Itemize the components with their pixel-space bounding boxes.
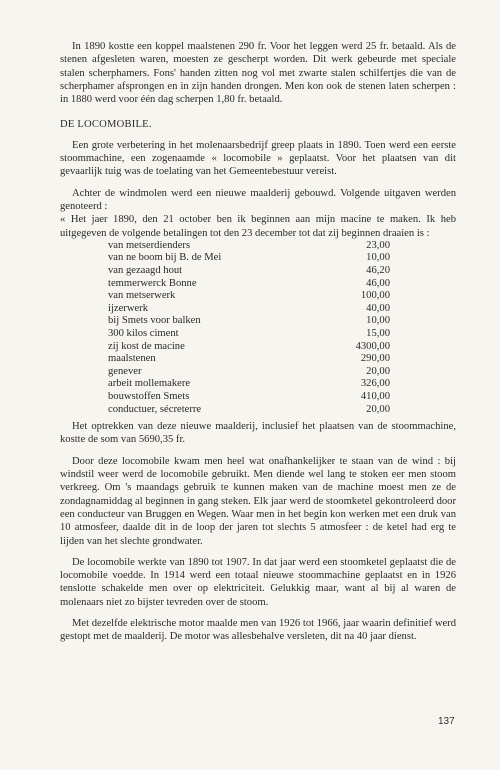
expense-amount: 20,00 [366, 403, 390, 415]
expense-amount: 46,00 [366, 277, 390, 289]
expense-item: temmerwerck Bonne [108, 277, 197, 289]
expense-row [60, 353, 390, 366]
expense-amount: 20,00 [366, 365, 390, 377]
steam-history-paragraph: De locomobile werkte van 1890 tot 1907. In dat jaar werd een stoomketel geplaatst die de locomobile voedde. In 1914 werd een totaal nieuwe stoommachine geplaatst en in 1926 tenslotte schakelde men over op elektriciteit. Gelukkig maar, want al bij al waren de molenaars niet zo bijster tevreden over de stoom. [60, 556, 456, 608]
expense-row [60, 378, 390, 391]
expense-amount: 100,00 [360, 290, 390, 302]
quote-paragraph: « Het jaer 1890, den 21 october ben ik beginnen aan mijn macine te maken. Ik heb uitgegeven de volgende betalingen tot den 23 december tot dat zij beginnen draaien is : [60, 214, 456, 239]
expense-item: van metserwerk [108, 290, 176, 302]
windmolen-paragraph: Achter de windmolen werd een nieuwe maalderij gebouwd. Volgende uitgaven werden genoteerd : [60, 187, 456, 212]
expense-amount: 15,00 [366, 328, 390, 340]
expense-row [60, 404, 390, 417]
expense-item: genever [108, 365, 142, 377]
expense-row [60, 290, 390, 303]
section-heading: DE LOCOMOBILE. [60, 119, 152, 131]
expense-item: zij kost de macine [108, 340, 185, 352]
expense-amount: 10,00 [366, 315, 390, 327]
expense-row [60, 315, 390, 328]
motor-paragraph: Met dezelfde elektrische motor maalde men van 1926 tot 1966, jaar waarin definitief werd gestopt met de maalderij. De motor was allesbehalve versleten, dit na 40 jaar dienst. [60, 618, 456, 643]
expense-item: ijzerwerk [108, 302, 148, 314]
expense-item: van gezaagd hout [108, 265, 183, 277]
wind-paragraph: Door deze locomobile kwam men heel wat onafhankelijker te staan van de wind : bij windstil weer werd de locomobile gebruikt. Men diende wel lang te stoken eer men stoom verkreeg. Om 's maandags gebruik te kunnen maken van de machine moest men ze de zondagnamiddag al beginnen in gang steken. Elk jaar werd de stoomketel gekontroleerd door een conducteur van Bruggen en Wegen. Waar men in het begin kon werken met een druk van 10 atmosfeer, daalde dit in de loop der jaren tot slechts 5 atmosfeer : de ketel had erg te lijden van het slechte grondwater. [60, 455, 456, 547]
expense-item: van metserdienders [108, 239, 191, 251]
expense-amount: 4300,00 [355, 340, 390, 352]
page-body [60, 40, 456, 644]
expense-item: bouwstoffen Smets [108, 390, 190, 402]
expense-item: arbeit mollemakere [108, 378, 191, 390]
expense-row [60, 278, 390, 291]
intro-paragraph: In 1890 kostte een koppel maalstenen 290 fr. Voor het leggen werd 25 fr. betaald. Als de stenen afgesleten waren, moesten ze gescherpt worden. Dit werk gebeurde met speciale stalen scherphamers. Fons' handen zitten nog vol met zwarte stalen schilfertjes die van de scherphamer afsprongen en in zijn handen drongen. Men kon ook de stenen laten scherpen : in 1880 werd voor één dag scherpen 1,80 fr. betaald. [60, 41, 456, 106]
expense-amount: 46,20 [366, 265, 390, 277]
expense-item: 300 kilos ciment [108, 328, 179, 340]
expense-row [60, 240, 390, 253]
expense-amount: 326,00 [360, 378, 390, 390]
expense-item: maalstenen [108, 353, 156, 365]
expenses-table [60, 240, 390, 416]
expense-row [60, 252, 390, 265]
expense-row [60, 265, 390, 278]
expense-item: van ne boom bij B. de Mei [108, 252, 222, 264]
expense-amount: 23,00 [366, 239, 390, 251]
expense-row [60, 366, 390, 379]
expense-amount: 290,00 [360, 353, 390, 365]
expense-row [60, 341, 390, 354]
expense-amount: 410,00 [360, 390, 390, 402]
total-paragraph: Het optrekken van deze nieuwe maalderij, inclusief het plaatsen van de stoommachine, kostte de som van 5690,35 fr. [60, 421, 456, 446]
expense-row [60, 391, 390, 404]
expense-item: conductuer, sécreterre [108, 403, 202, 415]
expense-row [60, 328, 390, 341]
expense-amount: 40,00 [366, 302, 390, 314]
expense-item: bij Smets voor balken [108, 315, 201, 327]
expense-row [60, 303, 390, 316]
expense-amount: 10,00 [366, 252, 390, 264]
page-number: 137 [438, 716, 455, 727]
locomobile-paragraph: Een grote verbetering in het molenaarsbedrijf greep plaats in 1890. Toen werd een eerste stoommachine, een zogenaamde « locomobile » geplaatst. Voor het plaatsen van dit gevaarlijk tuig was de toelating van het Gemeentebestuur vereist. [60, 139, 456, 178]
